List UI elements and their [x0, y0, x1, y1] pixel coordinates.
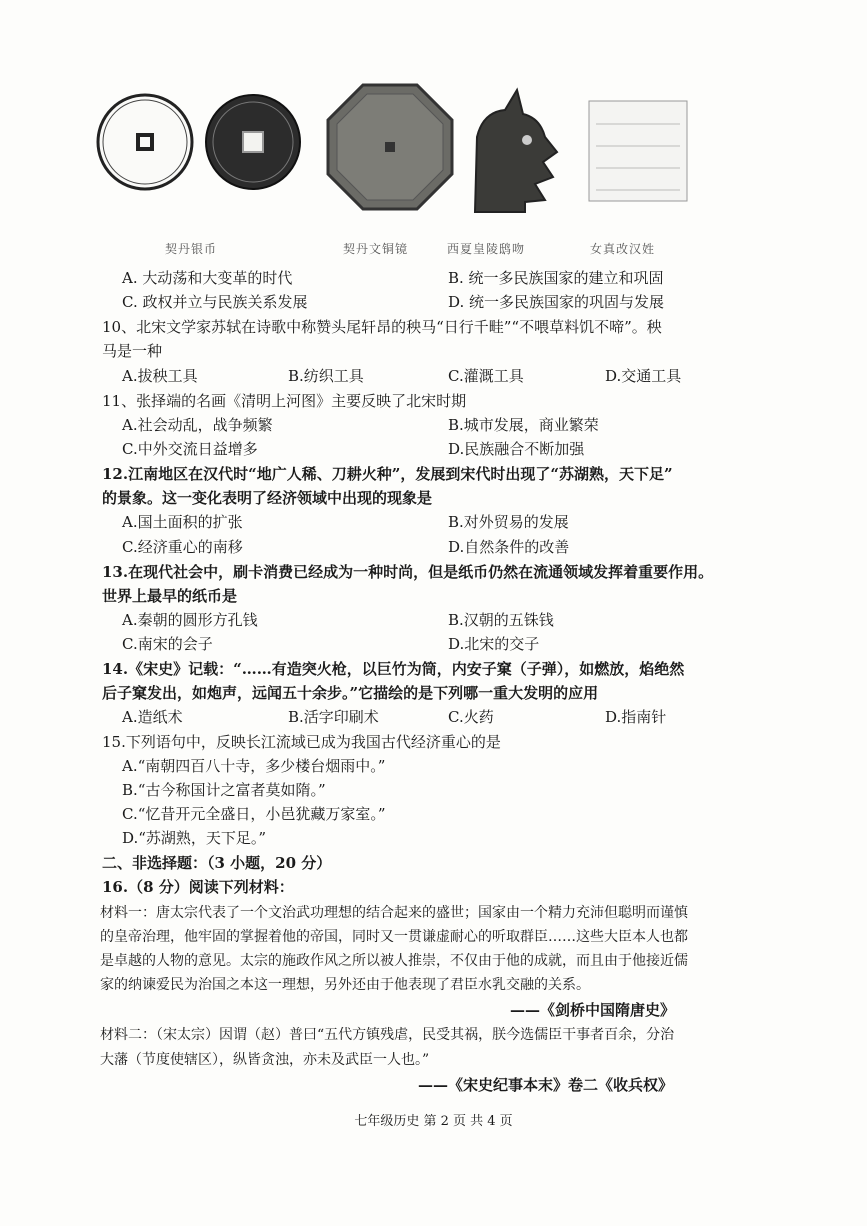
q16-material1-line2: 的皇帝治理，他牢固的掌握着他的帝国，同时又一贯谦虚耐心的听取群臣……这些大臣本人也都	[100, 929, 688, 945]
q15-option-c: C.“忆昔开元全盛日，小邑犹藏万家室。”	[122, 805, 386, 823]
q15-stem: 15.下列语句中，反映长江流域已成为我国古代经济重心的是	[102, 733, 501, 751]
q13-option-a: A.秦朝的圆形方孔钱	[122, 611, 258, 629]
q10-option-a: A.拔秧工具	[122, 367, 198, 385]
q10-option-d: D.交通工具	[605, 367, 682, 385]
section2-heading: 二、非选择题：（3 小题，20 分）	[102, 854, 332, 872]
caption-xixia-chiwen: 西夏皇陵鸱吻	[447, 242, 526, 256]
q16-material2-line2: 大藩（节度使辖区），纵皆贪浊，亦未及武臣一人也。”	[100, 1052, 430, 1068]
q16-material2-source: ——《宋史纪事本末》卷二《收兵权》	[418, 1076, 674, 1094]
q12-stem-line2: 的景象。这一变化表明了经济领域中出现的现象是	[102, 489, 433, 507]
caption-khitan-silver-coin: 契丹银币	[165, 242, 218, 256]
q14-option-c: C.火药	[448, 708, 494, 726]
q9-option-d: D. 统一多民族国家的巩固与发展	[448, 293, 665, 311]
q16-material2-line1: 材料二：（宋太宗）因谓（赵）普曰“五代方镇残虐，民受其祸，朕今选儒臣干事者百余，分治	[100, 1027, 675, 1043]
q12-option-d: D.自然条件的改善	[448, 538, 570, 556]
q13-stem-line2: 世界上最早的纸币是	[102, 587, 238, 605]
q11-stem: 11、张择端的名画《清明上河图》主要反映了北宋时期	[102, 392, 467, 410]
q11-option-d: D.民族融合不断加强	[448, 440, 585, 458]
page-footer: 七年级历史 第 2 页 共 4 页	[354, 1114, 513, 1129]
q15-option-b: B.“古今称国计之富者莫如隋。”	[122, 781, 326, 799]
q14-option-a: A.造纸术	[122, 708, 183, 726]
q15-option-a: A.“南朝四百八十寺，多少楼台烟雨中。”	[122, 757, 386, 775]
q14-option-d: D.指南针	[605, 708, 667, 726]
khitan-silver-coin-image	[95, 92, 195, 192]
q10-option-b: B.纺织工具	[288, 367, 364, 385]
q12-option-c: C.经济重心的南移	[122, 538, 243, 556]
q13-option-b: B.汉朝的五铢钱	[448, 611, 554, 629]
q12-option-b: B.对外贸易的发展	[448, 513, 569, 531]
q16-material1-line3: 是卓越的人物的意见。太宗的施政作风之所以被人推崇，不仅由于他的成就，而且由于他接近儒	[100, 953, 688, 969]
q14-stem-line1: 14.《宋史》记载：“……有造突火枪，以巨竹为筒，内安子窠（子弹），如燃放，焰绝然	[102, 660, 685, 678]
q12-option-a: A.国土面积的扩张	[122, 513, 243, 531]
q16-stem: 16.（8 分）阅读下列材料：	[102, 878, 294, 896]
q14-stem-line2: 后子窠发出，如炮声，远闻五十余步。”它描绘的是下列哪一重大发明的应用	[102, 684, 599, 702]
q16-material1-line1: 材料一：唐太宗代表了一个文治武功理想的结合起来的盛世；国家由一个精力充沛但聪明而谨慎	[100, 905, 688, 921]
q10-stem-line2: 马是一种	[102, 342, 163, 360]
q11-option-a: A.社会动乱，战争频繁	[122, 416, 273, 434]
q16-material1-line4: 家的纳谏爱民为治国之本这一理想，另外还由于他表现了君臣水乳交融的关系。	[100, 977, 590, 993]
q12-stem-line1: 12.江南地区在汉代时“地广人稀、刀耕火种”，发展到宋代时出现了“苏湖熟，天下足”	[102, 465, 673, 483]
q10-stem-line1: 10、北宋文学家苏轼在诗歌中称赞头尾轩昂的秧马“日行千畦”“不喂草料饥不啼”。秧	[102, 318, 662, 336]
q9-option-b: B. 统一多民族国家的建立和巩固	[448, 269, 664, 287]
khitan-bronze-mirror-image	[325, 82, 455, 212]
q16-material1-source: ——《剑桥中国隋唐史》	[510, 1001, 676, 1019]
q15-option-d: D.“苏湖熟，天下足。”	[122, 829, 267, 847]
khitan-coin-dark-image	[203, 92, 303, 192]
jurchen-surname-table-image	[588, 100, 688, 202]
q9-option-c: C. 政权并立与民族关系发展	[122, 293, 308, 311]
q13-option-d: D.北宋的交子	[448, 635, 540, 653]
artifact-images	[95, 82, 735, 262]
xixia-chiwen-image	[465, 82, 565, 217]
q14-option-b: B.活字印刷术	[288, 708, 379, 726]
caption-khitan-mirror: 契丹文铜镜	[343, 242, 409, 256]
q13-option-c: C.南宋的会子	[122, 635, 213, 653]
q10-option-c: C.灌溉工具	[448, 367, 524, 385]
q11-option-c: C.中外交流日益增多	[122, 440, 258, 458]
q9-option-a: A. 大动荡和大变革的时代	[122, 269, 293, 287]
q13-stem-line1: 13.在现代社会中，刷卡消费已经成为一种时尚，但是纸币仍然在流通领域发挥着重要作用。	[102, 563, 714, 581]
caption-jurchen-surname: 女真改汉姓	[590, 242, 656, 256]
q11-option-b: B.城市发展，商业繁荣	[448, 416, 599, 434]
